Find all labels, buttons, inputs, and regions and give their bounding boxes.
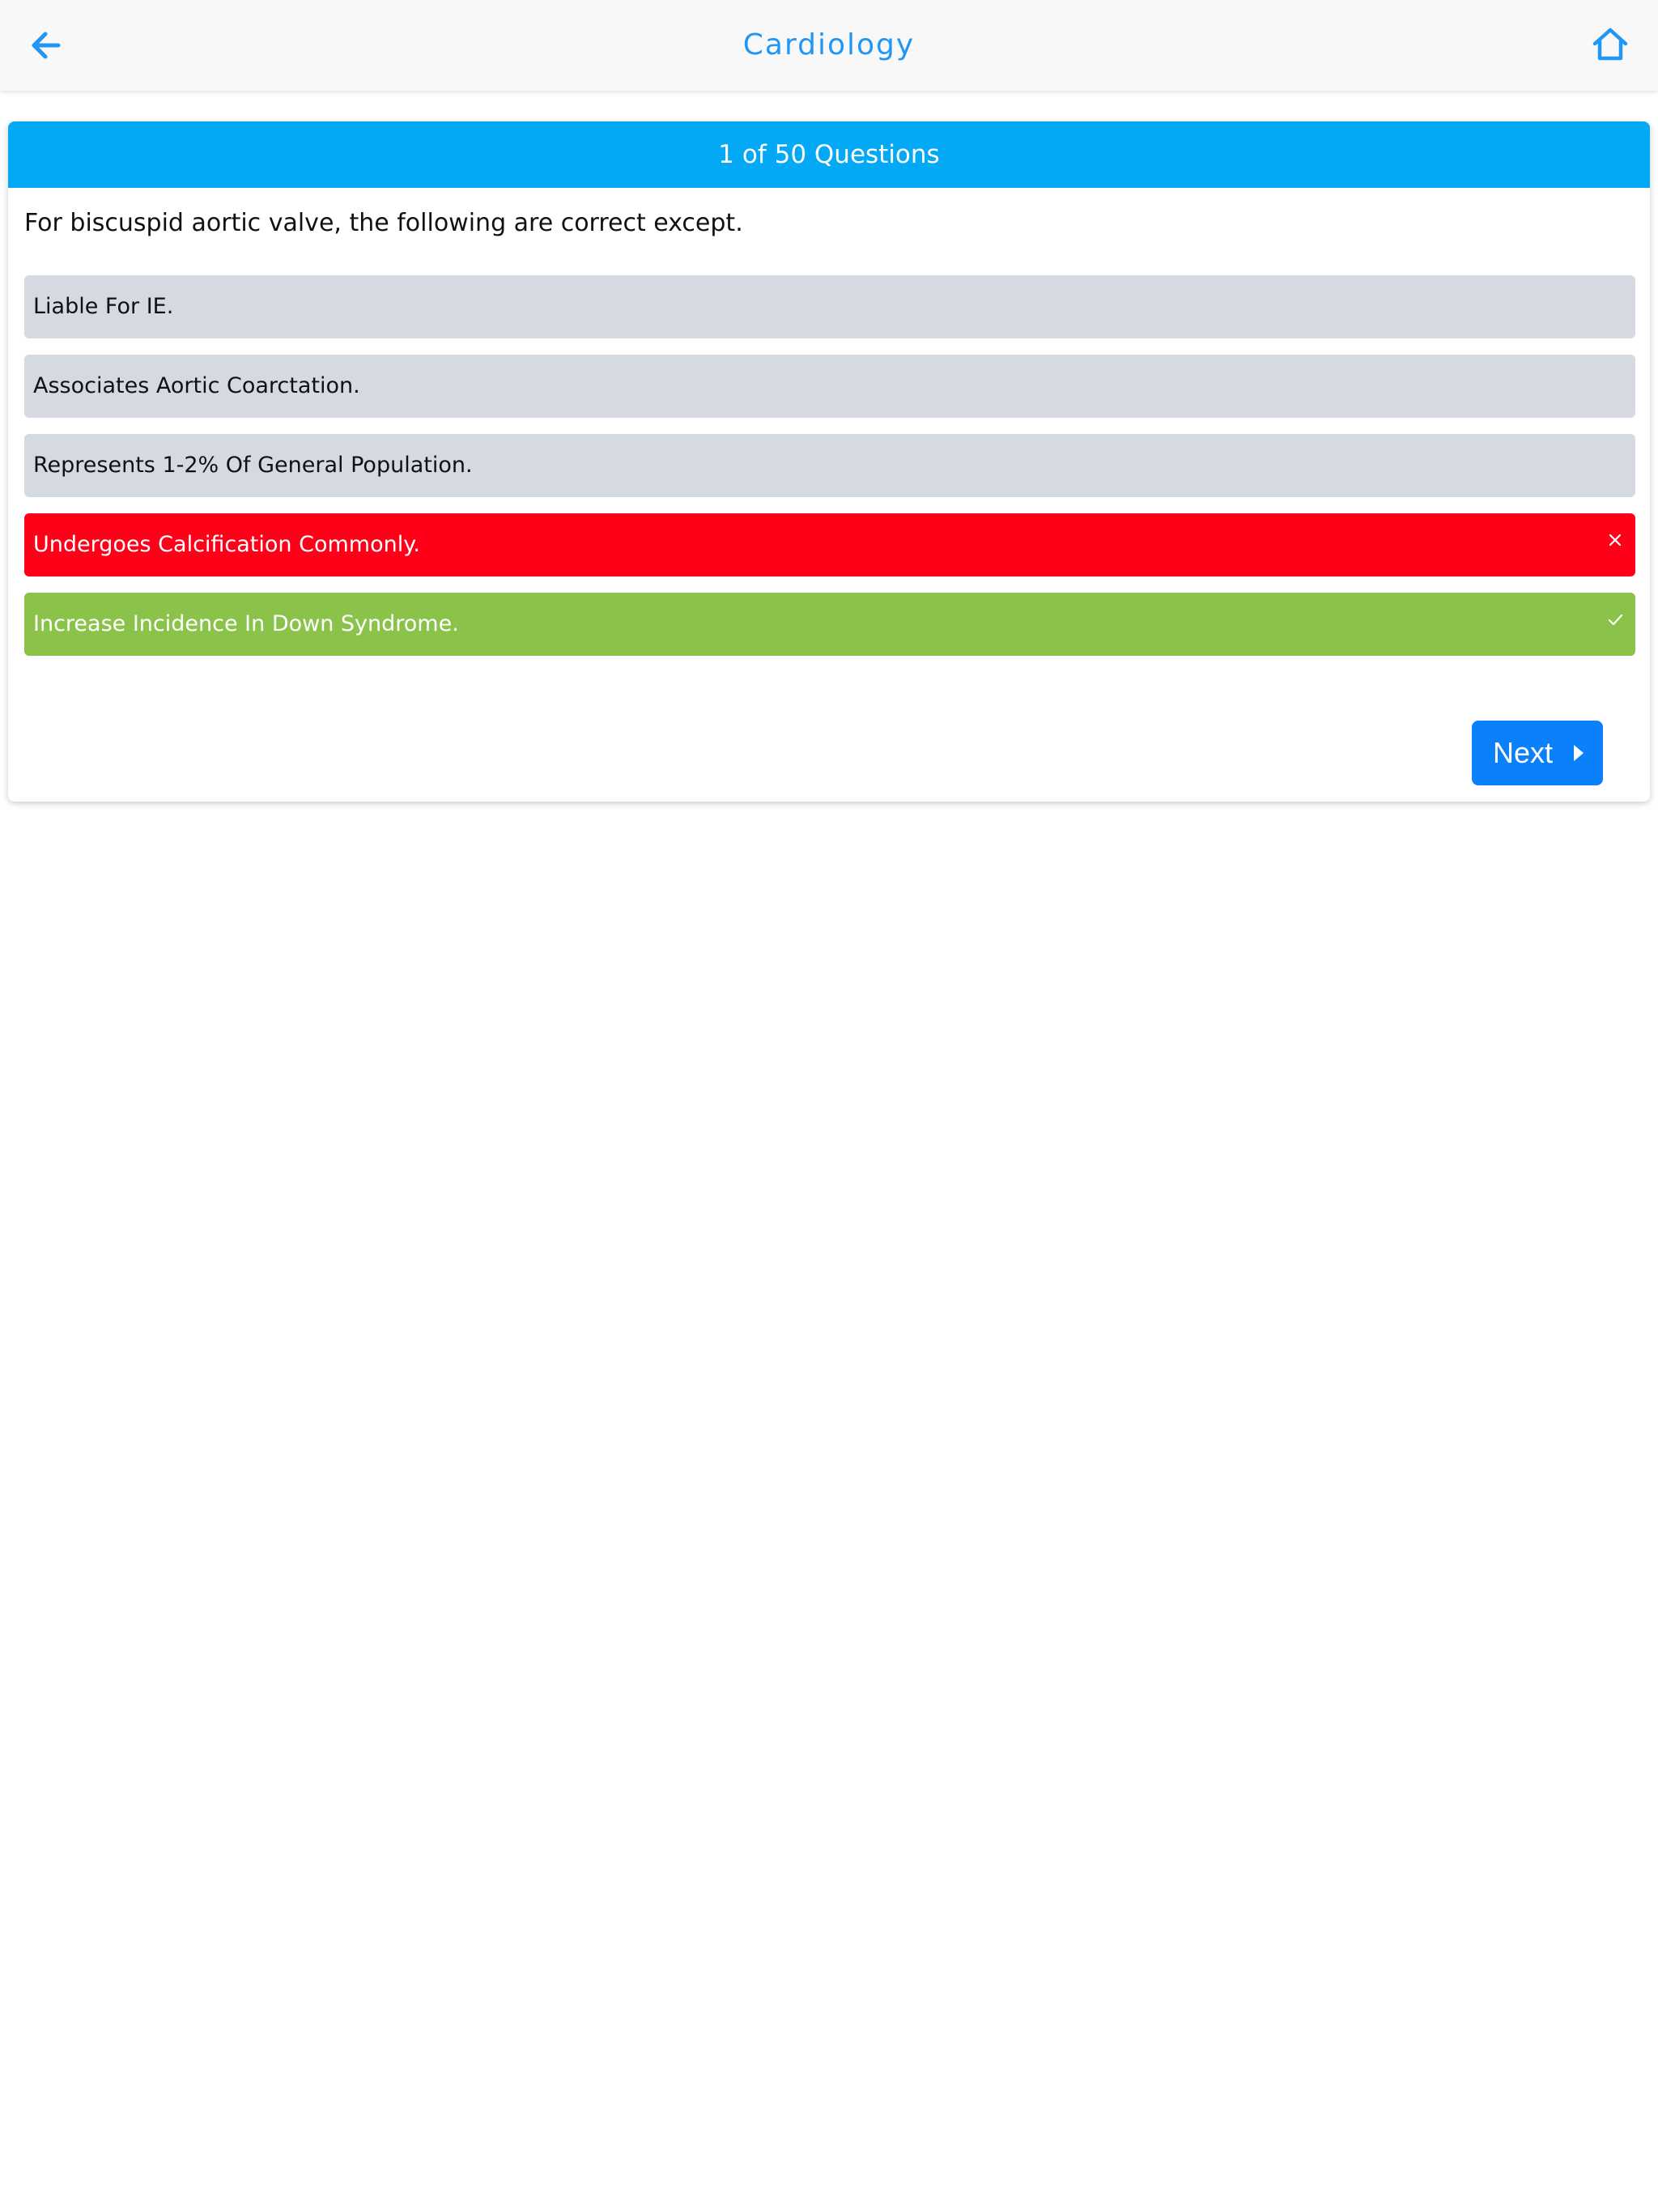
page-title: Cardiology xyxy=(742,28,916,62)
question-progress: 1 of 50 Questions xyxy=(8,121,1650,188)
answer-option-label: Represents 1-2% Of General Population. xyxy=(33,453,473,478)
answer-option[interactable] xyxy=(24,355,1635,418)
close-icon xyxy=(1606,531,1624,549)
caret-right-icon xyxy=(1572,743,1585,763)
home-icon xyxy=(1592,26,1629,63)
answer-option-wrong[interactable] xyxy=(24,513,1635,576)
question-text: For biscuspid aortic valve, the following are correct except. xyxy=(24,209,743,237)
answer-option-label: Increase Incidence In Down Syndrome. xyxy=(33,611,459,636)
answer-option-label: Liable For IE. xyxy=(33,294,174,319)
next-button-label: Next xyxy=(1493,736,1554,769)
answer-option[interactable] xyxy=(24,434,1635,497)
next-button[interactable] xyxy=(1472,721,1603,785)
answer-option-correct[interactable] xyxy=(24,593,1635,656)
answer-option-label: Associates Aortic Coarctation. xyxy=(33,373,360,398)
home-button[interactable] xyxy=(1592,26,1629,63)
answer-option[interactable] xyxy=(24,275,1635,338)
check-icon xyxy=(1606,610,1624,628)
question-card xyxy=(8,121,1650,802)
app-header xyxy=(0,0,1658,91)
answer-options xyxy=(24,275,1635,672)
answer-option-label: Undergoes Calcification Commonly. xyxy=(33,532,420,557)
